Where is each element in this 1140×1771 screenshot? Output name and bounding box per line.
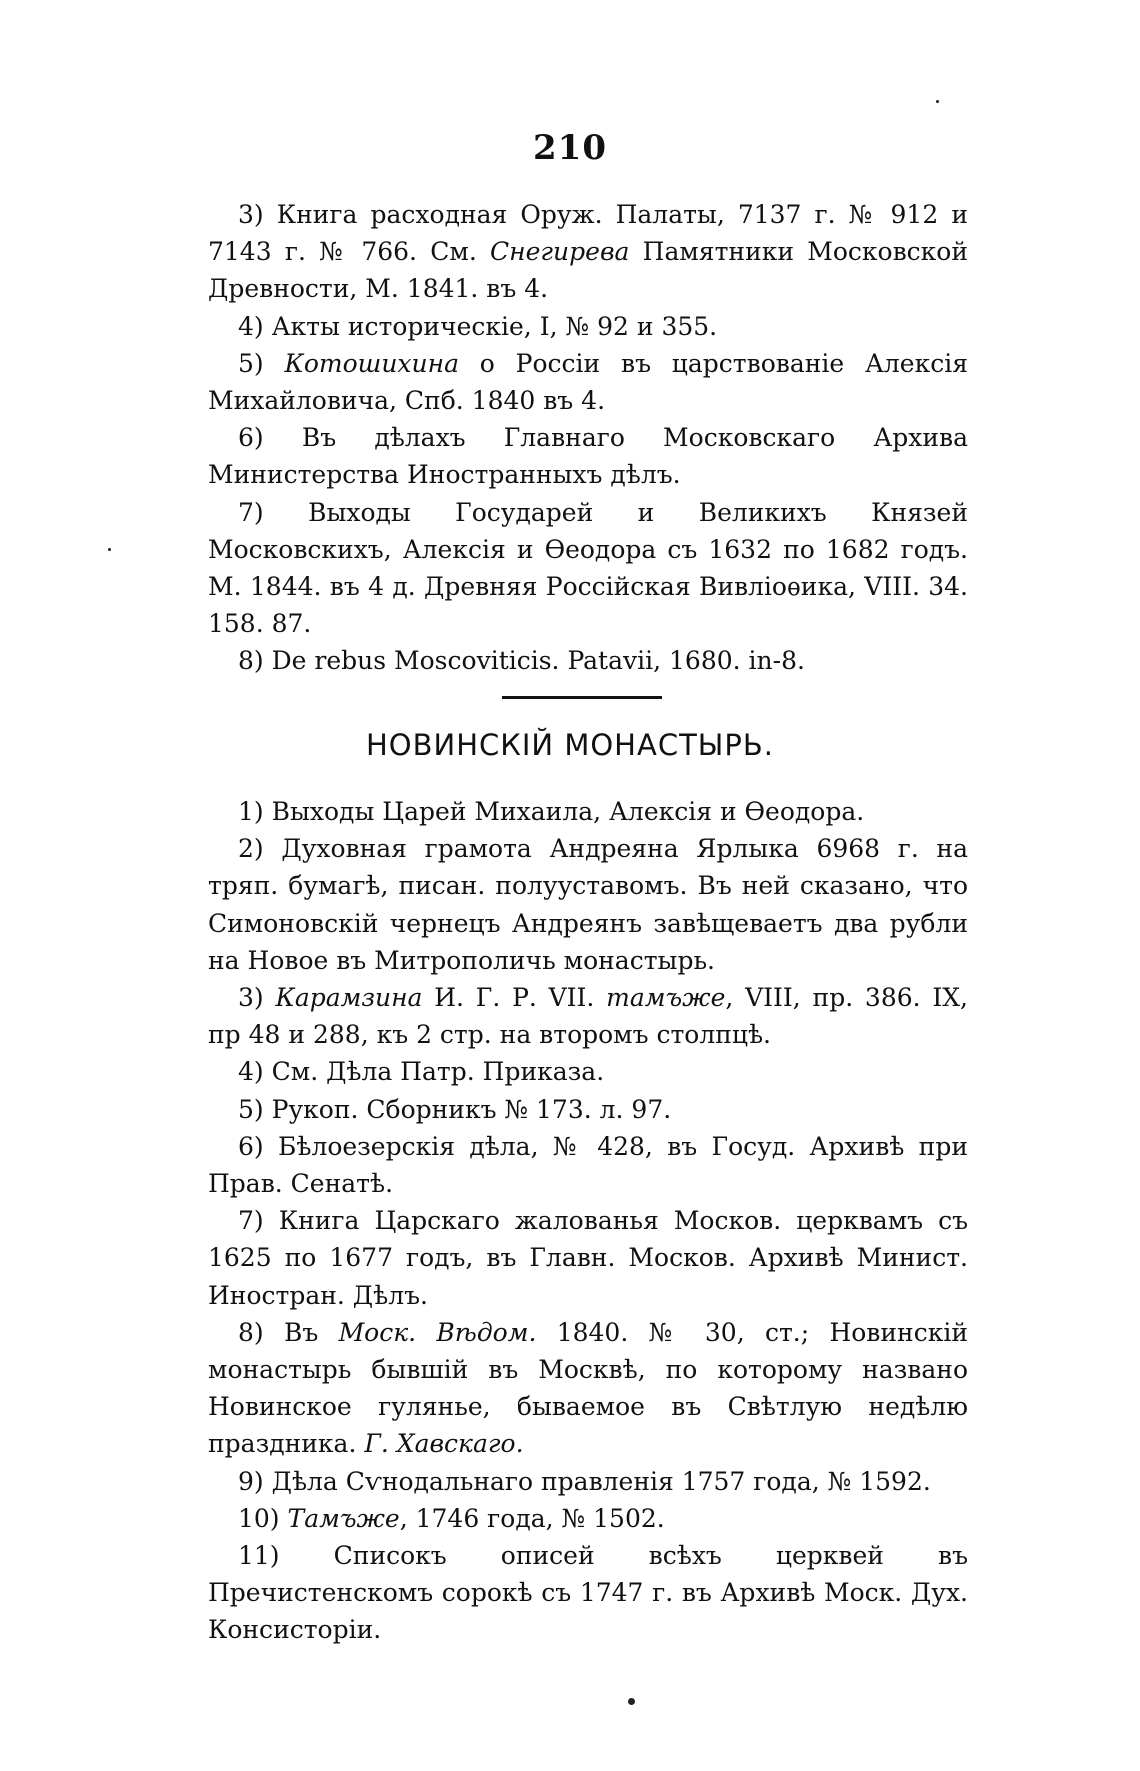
footnote-text: Бѣлоезерскія дѣла, № 428, въ Госуд. Архивѣ при Прав. Сенатѣ.	[208, 1131, 968, 1199]
footnote-text: , 1746 года, № 1502.	[399, 1503, 665, 1533]
footnote-number: 11)	[238, 1541, 280, 1571]
footnote-italic-text: Снегирева	[490, 237, 630, 267]
footnote-number: 6)	[238, 423, 264, 453]
footnote	[208, 1463, 968, 1500]
print-speck	[108, 548, 111, 551]
footnote	[208, 1314, 968, 1463]
footnote-number: 9)	[238, 1466, 264, 1496]
footnote	[208, 419, 968, 493]
footnote-number: 5)	[238, 348, 264, 378]
footnote-number: 3)	[238, 983, 264, 1013]
footnote-italic-text: Тамъже	[287, 1503, 400, 1533]
footnote-number: 7)	[238, 1206, 264, 1236]
footnote-text: Памятники Московской Древности, М. 1841. въ 4.	[208, 237, 968, 304]
footnote	[208, 642, 968, 679]
footnote	[208, 308, 968, 345]
footnote-number: 1)	[238, 797, 264, 826]
footnote	[208, 830, 968, 979]
footnote-text: Списокъ описей всѣхъ церквей въ Пречистенскомъ сорокѣ съ 1747 г. въ Архивѣ Моск. Дух. Консисторіи.	[208, 1541, 968, 1645]
footnotes-top	[208, 196, 968, 680]
footnote-italic-text: тамъже	[606, 983, 726, 1013]
footnote	[208, 196, 968, 308]
footnote-number: 4)	[238, 1057, 264, 1087]
footnote-text: И. Г. Р. VII.	[422, 983, 607, 1013]
footnote	[208, 1053, 968, 1090]
page-number: 210	[533, 128, 607, 168]
footnote	[208, 1537, 968, 1649]
footnote-text: De rebus Moscoviticis. Patavii, 1680. in-8.	[271, 646, 805, 676]
footnote-number: 3)	[238, 200, 264, 229]
footnote	[208, 979, 968, 1053]
footnote	[208, 1500, 968, 1537]
footnote-text: , VIII, пр. 386. IX, пр 48 и 288, къ 2 стр. на второмъ столпцѣ.	[208, 983, 968, 1050]
footnote-text: Рукоп. Сборникъ № 173. л. 97.	[271, 1094, 672, 1124]
footnote-italic-text: Моск. Вѣдом.	[338, 1317, 537, 1347]
footnote-text: Въ	[283, 1317, 339, 1347]
print-speck	[628, 1698, 635, 1705]
footnote-italic-text: Котошихина	[284, 348, 459, 378]
footnote-number: 2)	[238, 834, 264, 864]
footnote-number: 10)	[238, 1503, 280, 1533]
footnote	[208, 793, 968, 830]
footnote-text: Книга Царскаго жалованья Москов. церквамъ съ 1625 по 1677 годъ, въ Главн. Москов. Архивѣ Минист. Иностран. Дѣлъ.	[208, 1206, 969, 1310]
footnote-italic-text: Карамзина	[275, 983, 423, 1013]
footnote-number: 8)	[238, 646, 264, 676]
footnotes-bottom	[208, 793, 968, 1649]
footnote	[208, 494, 968, 643]
print-speck	[936, 100, 939, 103]
footnote	[208, 1128, 968, 1202]
footnote	[208, 1202, 968, 1314]
footnote-text: о Россіи въ царствованіе Алексія Михайловича, Спб. 1840 въ 4.	[208, 348, 968, 416]
footnote-number: 4)	[238, 311, 264, 341]
footnote-text: Выходы Царей Михаила, Алексія и Өеодора.	[271, 797, 865, 826]
footnote-text: Книга расходная Оруж. Палаты, 7137 г. № 912 и 7143 г. № 766. См.	[208, 200, 968, 267]
footnote-text: См. Дѣла Патр. Приказа.	[271, 1057, 605, 1087]
footnote-number: 5)	[238, 1094, 264, 1124]
footnote-text: Акты историческіе, I, № 92 и 355.	[271, 311, 718, 341]
section-divider	[502, 696, 662, 699]
section-title: НОВИНСКІЙ МОНАСТЫРЬ.	[366, 728, 774, 762]
footnote-text: Дѣла Сѵнодальнаго правленія 1757 года, № 1592.	[271, 1466, 931, 1496]
footnote-text: Въ дѣлахъ Главнаго Московскаго Архива Министерства Иностранныхъ дѣлъ.	[208, 423, 968, 490]
footnote-text: Выходы Государей и Великихъ Князей Московскихъ, Алексія и Өеодора съ 1632 по 1682 годъ. М. 1844. въ 4 д. Древняя Россійская Вивліоѳика, VIII. 34. 158. 87.	[208, 497, 968, 639]
footnote-number: 7)	[238, 497, 264, 527]
footnote-number: 8)	[238, 1317, 264, 1347]
footnote-text: 1840. № 30, ст.; Новинскій монастырь бывшій въ Москвѣ, по которому названо Новинское гулянье, бываемое въ Свѣтлую недѣлю праздника.	[208, 1317, 968, 1459]
footnote-text: Духовная грамота Андреяна Ярлыка 6968 г. на тряп. бумагѣ, писан. полууставомъ. Въ ней сказано, что Симоновскій чернецъ Андреянъ завѣщеваетъ два рубли на Новое въ Митрополичь монастырь.	[208, 834, 968, 975]
footnote	[208, 345, 968, 419]
footnote-italic-text: Г. Хавскаго.	[364, 1429, 524, 1459]
footnote	[208, 1091, 968, 1128]
footnote-number: 6)	[238, 1131, 264, 1161]
